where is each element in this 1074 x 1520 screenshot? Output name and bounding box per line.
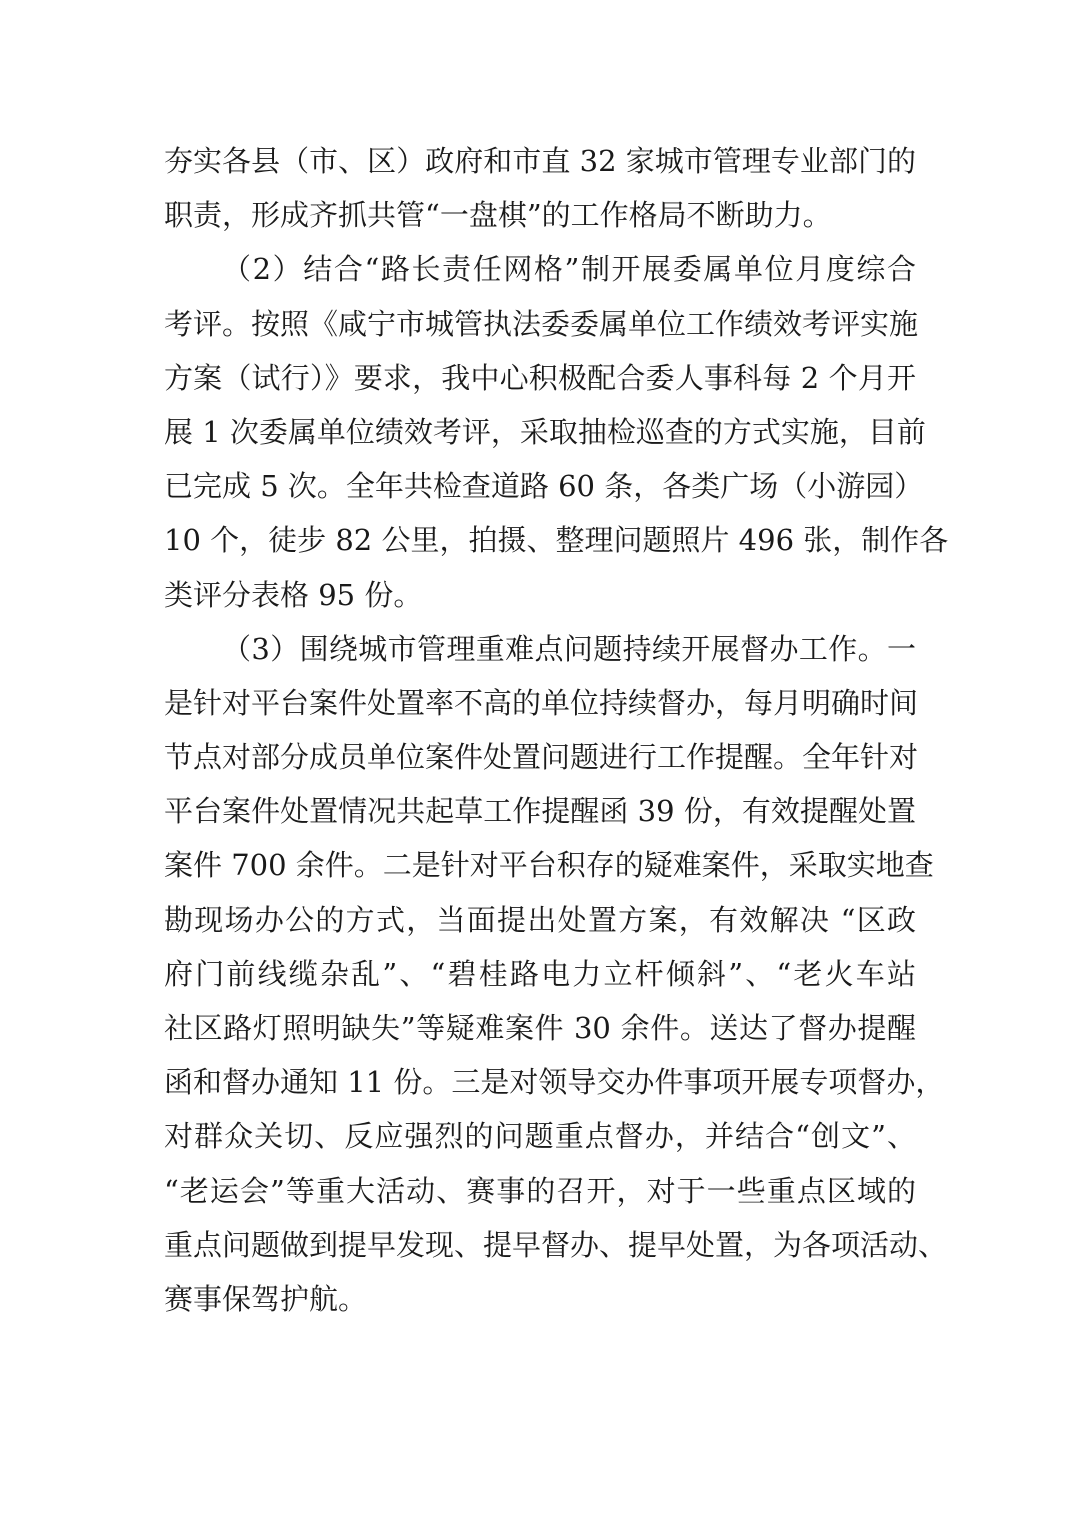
- body-text: [164, 134, 949, 1326]
- text-line: 是针对平台案件处置率不高的单位持续督办，每月明确时间: [164, 685, 919, 720]
- text-line: 重点问题做到提早发现、提早督办、提早处置，为各项活动、: [164, 1227, 948, 1262]
- text-line: 赛事保驾护航。: [164, 1281, 368, 1316]
- text-line: 府门前线缆杂乱”、“碧桂路电力立杆倾斜”、“老火车站: [164, 956, 916, 991]
- text-line: 10 个，徒步 82 公里，拍摄、整理问题照片 496 张，制作各: [164, 523, 949, 558]
- text-line: 节点对部分成员单位案件处置问题进行工作提醒。全年针对: [164, 740, 919, 775]
- text-line: （3）围绕城市管理重难点问题持续开展督办工作。一: [222, 631, 916, 666]
- text-line: 平台案件处置情况共起草工作提醒函 39 份，有效提醒处置: [164, 794, 916, 829]
- text-line: 考评。按照《咸宁市城管执法委委属单位工作绩效考评实施: [164, 306, 919, 341]
- text-line: 类评分表格 95 份。: [164, 577, 423, 612]
- text-line: 社区路灯照明缺失”等疑难案件 30 余件。送达了督办提醒: [164, 1011, 916, 1045]
- text-line: 勘现场办公的方式，当面提出处置方案，有效解决 “区政: [164, 902, 916, 937]
- text-line: 职责，形成齐抓共管“一盘棋”的工作格局不断助力。: [164, 198, 832, 233]
- text-line: 已完成 5 次。全年共检查道路 60 条，各类广场（小游园）: [164, 469, 924, 504]
- text-line: 对群众关切、反应强烈的问题重点督办，并结合“创文”、: [164, 1119, 916, 1154]
- text-line: 展 1 次委属单位绩效考评，采取抽检巡查的方式实施，目前: [164, 414, 926, 449]
- text-line: 方案（试行）》要求，我中心积极配合委人事科每 2 个月开: [164, 360, 916, 395]
- text-line: （2）结合“路长责任网格”制开展委属单位月度综合: [222, 252, 916, 287]
- paragraph-1: [164, 134, 916, 242]
- text-line: 夯实各县（市、区）政府和市直 32 家城市管理专业部门的: [164, 144, 916, 178]
- paragraph-3: [164, 622, 948, 1326]
- paragraph-2: [164, 242, 949, 621]
- text-line: “老运会”等重大活动、赛事的召开，对于一些重点区域的: [164, 1173, 916, 1208]
- text-line: 案件 700 余件。二是针对平台积存的疑难案件，采取实地查: [164, 848, 934, 883]
- text-line: 函和督办通知 11 份。三是对领导交办件事项开展专项督办，: [164, 1065, 945, 1100]
